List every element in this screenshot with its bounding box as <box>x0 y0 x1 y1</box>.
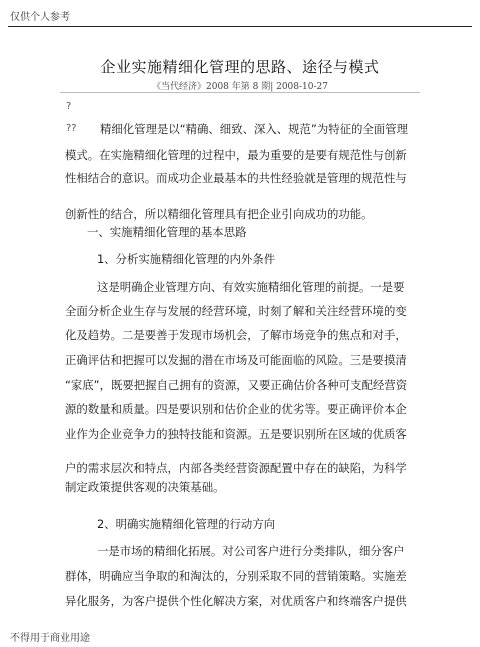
paragraph-line: 制定政策提供客观的决策基础。 <box>65 480 225 494</box>
paragraph-line: 业作为企业竞争力的独特技能和资源。五是要识别所在区域的优质客 <box>65 427 407 441</box>
paragraph-line: “家底”，既要把握自己拥有的资源，又要正确估价各种可支配经营资 <box>65 378 408 392</box>
paragraph-line: 模式。在实施精细化管理的过程中，最为重要的是要有规范性与创新 <box>65 148 407 162</box>
article-title: 企业实施精细化管理的思路、途径与模式 <box>100 58 380 76</box>
paragraph-line: 正确评估和把握可以发掘的潜在市场及可能面临的风险。三是要摸清 <box>65 353 407 367</box>
footer-note: 不得用于商业用途 <box>10 633 90 644</box>
paragraph-line: 精细化管理是以“精确、细致、深入、规范”为特征的全面管理 <box>100 122 408 136</box>
paragraph-line: 全面分析企业生存与发展的经营环境，时刻了解和关注经营环境的变 <box>65 304 407 318</box>
paragraph-line: 群体，明确应当争取的和淘汰的，分别采取不同的营销策略。实施差 <box>65 569 407 583</box>
paragraph-line: 一是市场的精细化拓展。对公司客户进行分类排队，细分客户 <box>97 544 405 558</box>
paragraph-line: 创新性的结合，所以精细化管理具有把企业引向成功的功能。 <box>65 207 373 221</box>
paragraph-line: 性相结合的意识。而成功企业最基本的共性经验就是管理的规范性与 <box>65 171 407 185</box>
stray-mark: ? <box>66 101 72 112</box>
paragraph-line: 户的需求层次和特点，内部各类经营资源配置中存在的缺陷，为科学 <box>65 461 407 475</box>
stray-mark: ?? <box>66 123 77 134</box>
header-note: 仅供个人参考 <box>10 12 70 23</box>
subsection-heading: 1、分析实施精细化管理的内外条件 <box>97 252 276 266</box>
source-divider <box>60 92 420 93</box>
paragraph-line: 源的数量和质量。四是要识别和估价企业的优劣等。要正确评价本企 <box>65 402 407 416</box>
header-divider <box>8 26 472 27</box>
article-source: 《当代经济》2008 年第 8 期| 2008-10-27 <box>152 82 328 92</box>
section-heading: 一、实施精细化管理的基本思路 <box>87 225 247 239</box>
subsection-heading: 2、明确实施精细化管理的行动方向 <box>97 517 276 531</box>
paragraph-line: 这是明确企业管理方向、有效实施精细化管理的前提。一是要 <box>97 280 405 294</box>
paragraph-line: 化及趋势。二是要善于发现市场机会，了解市场竞争的焦点和对手， <box>65 328 407 342</box>
paragraph-line: 异化服务，为客户提供个性化解决方案，对优质客户和终端客户提供 <box>65 594 407 608</box>
